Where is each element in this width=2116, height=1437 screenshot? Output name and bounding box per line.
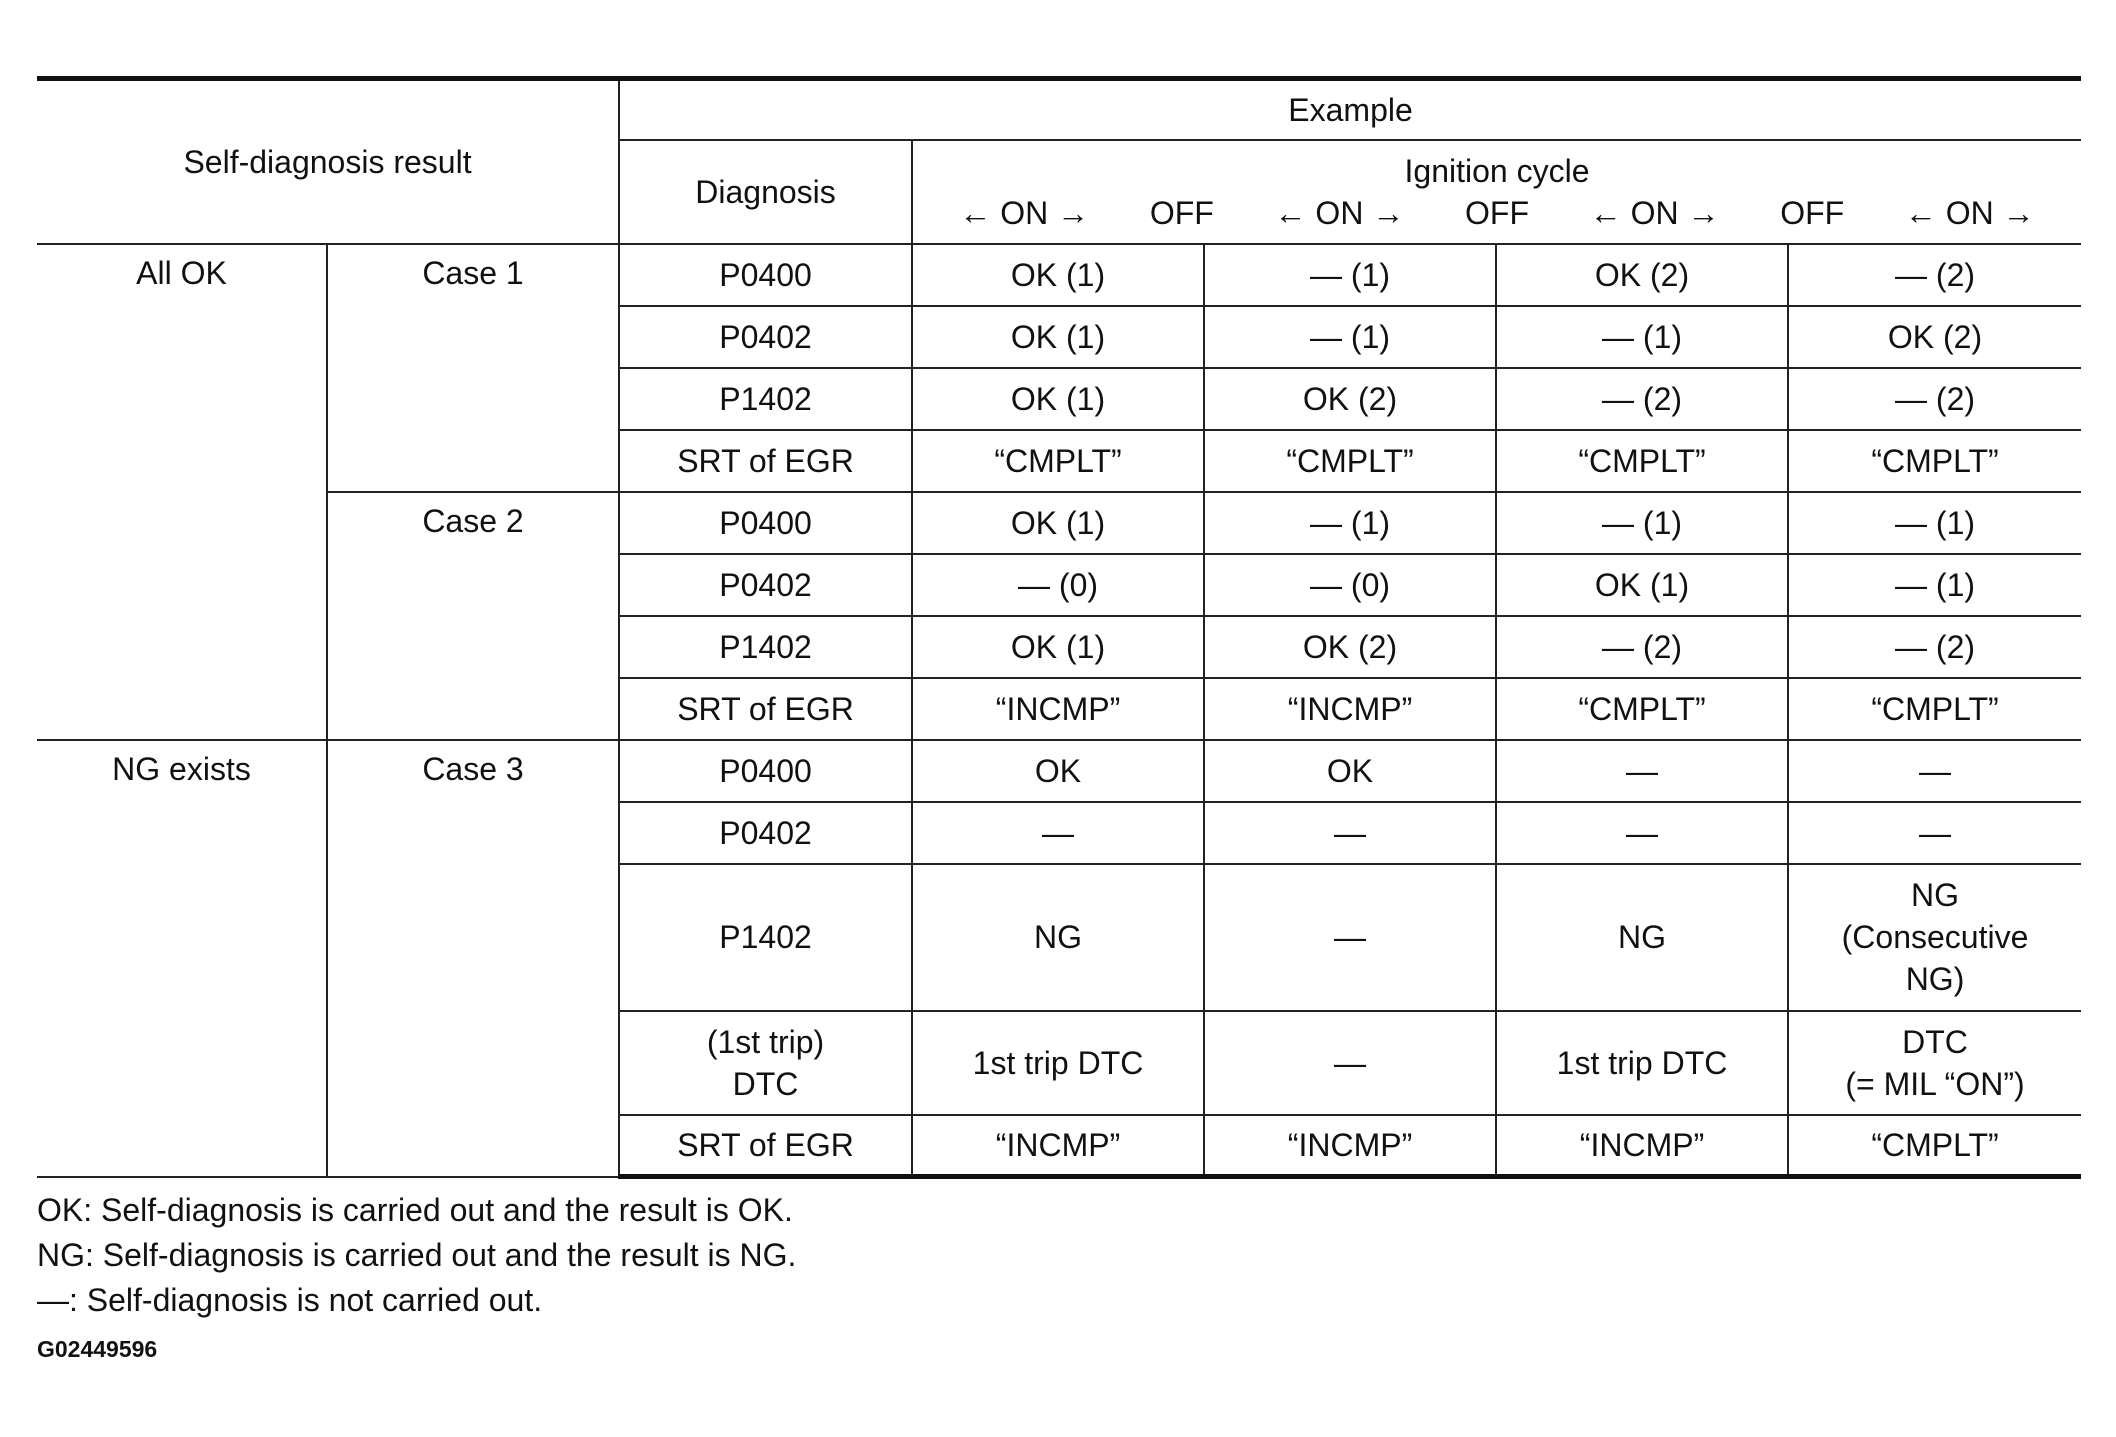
result-cell: OK (1): [912, 492, 1204, 554]
cycle-step: OFF: [1780, 194, 1845, 231]
ignition-cycle-title: Ignition cycle: [1404, 152, 1590, 189]
group-all-ok: All OK: [37, 244, 327, 740]
result-cell: OK (2): [1788, 306, 2081, 368]
case-3-label: Case 3: [327, 740, 619, 1177]
result-cell: —: [1788, 740, 2081, 802]
result-cell: — (1): [1204, 244, 1496, 306]
result-cell: —: [912, 802, 1204, 864]
diagnosis-cell: P0400: [619, 492, 912, 554]
result-cell-multiline: [1788, 864, 2081, 1011]
table-row: [37, 244, 2081, 306]
result-cell: — (2): [1496, 616, 1788, 678]
result-cell: OK: [912, 740, 1204, 802]
result-cell: “INCMP”: [1204, 1115, 1496, 1177]
result-cell: — (0): [1204, 554, 1496, 616]
case-1-label: Case 1: [327, 244, 619, 492]
result-cell: “INCMP”: [912, 1115, 1204, 1177]
diagnosis-cell: P0402: [619, 306, 912, 368]
diagnosis-cell: P0400: [619, 244, 912, 306]
result-cell: OK (1): [1496, 554, 1788, 616]
result-cell: 1st trip DTC: [1496, 1011, 1788, 1115]
cycle-step: ← ON →: [1589, 194, 1720, 231]
diagnosis-cell: SRT of EGR: [619, 1115, 912, 1177]
result-cell: “CMPLT”: [1496, 678, 1788, 740]
diagnosis-cell: SRT of EGR: [619, 678, 912, 740]
result-cell: —: [1204, 1011, 1496, 1115]
footnote-ok: OK: Self-diagnosis is carried out and the result is OK.: [37, 1192, 793, 1228]
result-cell: OK (1): [912, 306, 1204, 368]
footnotes: [37, 1188, 796, 1323]
cycle-step: ← ON →: [959, 194, 1090, 231]
diagnosis-cell-multiline: [619, 1011, 912, 1115]
result-cell: — (1): [1496, 306, 1788, 368]
result-cell: OK (1): [912, 244, 1204, 306]
result-cell: —: [1204, 802, 1496, 864]
group-ng-exists: NG exists: [37, 740, 327, 1177]
header-example: Example: [619, 79, 2081, 140]
result-line: NG: [1911, 877, 1960, 913]
result-cell: OK (1): [912, 368, 1204, 430]
header-diagnosis: Diagnosis: [619, 140, 912, 244]
diagnosis-cell: P1402: [619, 368, 912, 430]
result-cell: —: [1204, 864, 1496, 1011]
diagnosis-table: [37, 76, 2081, 1179]
result-cell: OK (2): [1496, 244, 1788, 306]
result-line: NG): [1905, 961, 1965, 997]
result-cell-multiline: [1788, 1011, 2081, 1115]
ignition-cycle-sequence: [919, 192, 2075, 234]
result-cell: OK (2): [1204, 368, 1496, 430]
table-row: [37, 740, 2081, 802]
result-cell: — (1): [1204, 306, 1496, 368]
result-cell: OK: [1204, 740, 1496, 802]
result-cell: NG: [1496, 864, 1788, 1011]
result-cell: — (0): [912, 554, 1204, 616]
result-cell: “CMPLT”: [912, 430, 1204, 492]
result-cell: — (2): [1788, 368, 2081, 430]
result-line: DTC: [1902, 1023, 1968, 1060]
result-line: (= MIL “ON”): [1845, 1065, 2025, 1102]
result-cell: “CMPLT”: [1204, 430, 1496, 492]
cycle-step: OFF: [1149, 194, 1214, 231]
result-cell: OK (2): [1204, 616, 1496, 678]
result-line: (Consecutive: [1841, 919, 2029, 955]
result-cell: —: [1496, 740, 1788, 802]
result-cell: “CMPLT”: [1788, 430, 2081, 492]
result-cell: NG: [912, 864, 1204, 1011]
result-cell: “INCMP”: [1496, 1115, 1788, 1177]
diagnosis-cell: P1402: [619, 864, 912, 1011]
result-cell: — (1): [1788, 492, 2081, 554]
result-cell: OK (1): [912, 616, 1204, 678]
cycle-step: ← ON →: [1904, 194, 2035, 231]
figure-id: G02449596: [37, 1336, 158, 1362]
diagnosis-cell: P0400: [619, 740, 912, 802]
diagnosis-cell: SRT of EGR: [619, 430, 912, 492]
diagnosis-cell: P0402: [619, 554, 912, 616]
result-cell: “CMPLT”: [1788, 678, 2081, 740]
result-cell: — (1): [1496, 492, 1788, 554]
diagnosis-cell: P0402: [619, 802, 912, 864]
footnote-dash: —: Self-diagnosis is not carried out.: [37, 1282, 543, 1318]
diagnosis-cell: P1402: [619, 616, 912, 678]
result-cell: — (2): [1496, 368, 1788, 430]
result-cell: “CMPLT”: [1788, 1115, 2081, 1177]
result-cell: — (2): [1788, 616, 2081, 678]
cycle-step: OFF: [1465, 194, 1529, 231]
result-cell: —: [1788, 802, 2081, 864]
case-2-label: Case 2: [327, 492, 619, 740]
result-cell: “INCMP”: [912, 678, 1204, 740]
result-cell: —: [1496, 802, 1788, 864]
result-cell: — (2): [1788, 244, 2081, 306]
header-row-example: [37, 79, 2081, 140]
result-cell: “CMPLT”: [1496, 430, 1788, 492]
result-cell: “INCMP”: [1204, 678, 1496, 740]
header-ignition-cycle: [912, 140, 2081, 244]
cycle-step: ← ON →: [1274, 194, 1405, 231]
table-row: [37, 492, 2081, 554]
result-cell: — (1): [1788, 554, 2081, 616]
footnote-ng: NG: Self-diagnosis is carried out and the result is NG.: [37, 1237, 797, 1273]
diagnosis-line: (1st trip): [706, 1023, 825, 1060]
header-self-diagnosis-result: Self-diagnosis result: [37, 79, 619, 244]
result-cell: 1st trip DTC: [912, 1011, 1204, 1115]
result-cell: — (1): [1204, 492, 1496, 554]
diagnosis-line: DTC: [732, 1065, 799, 1102]
